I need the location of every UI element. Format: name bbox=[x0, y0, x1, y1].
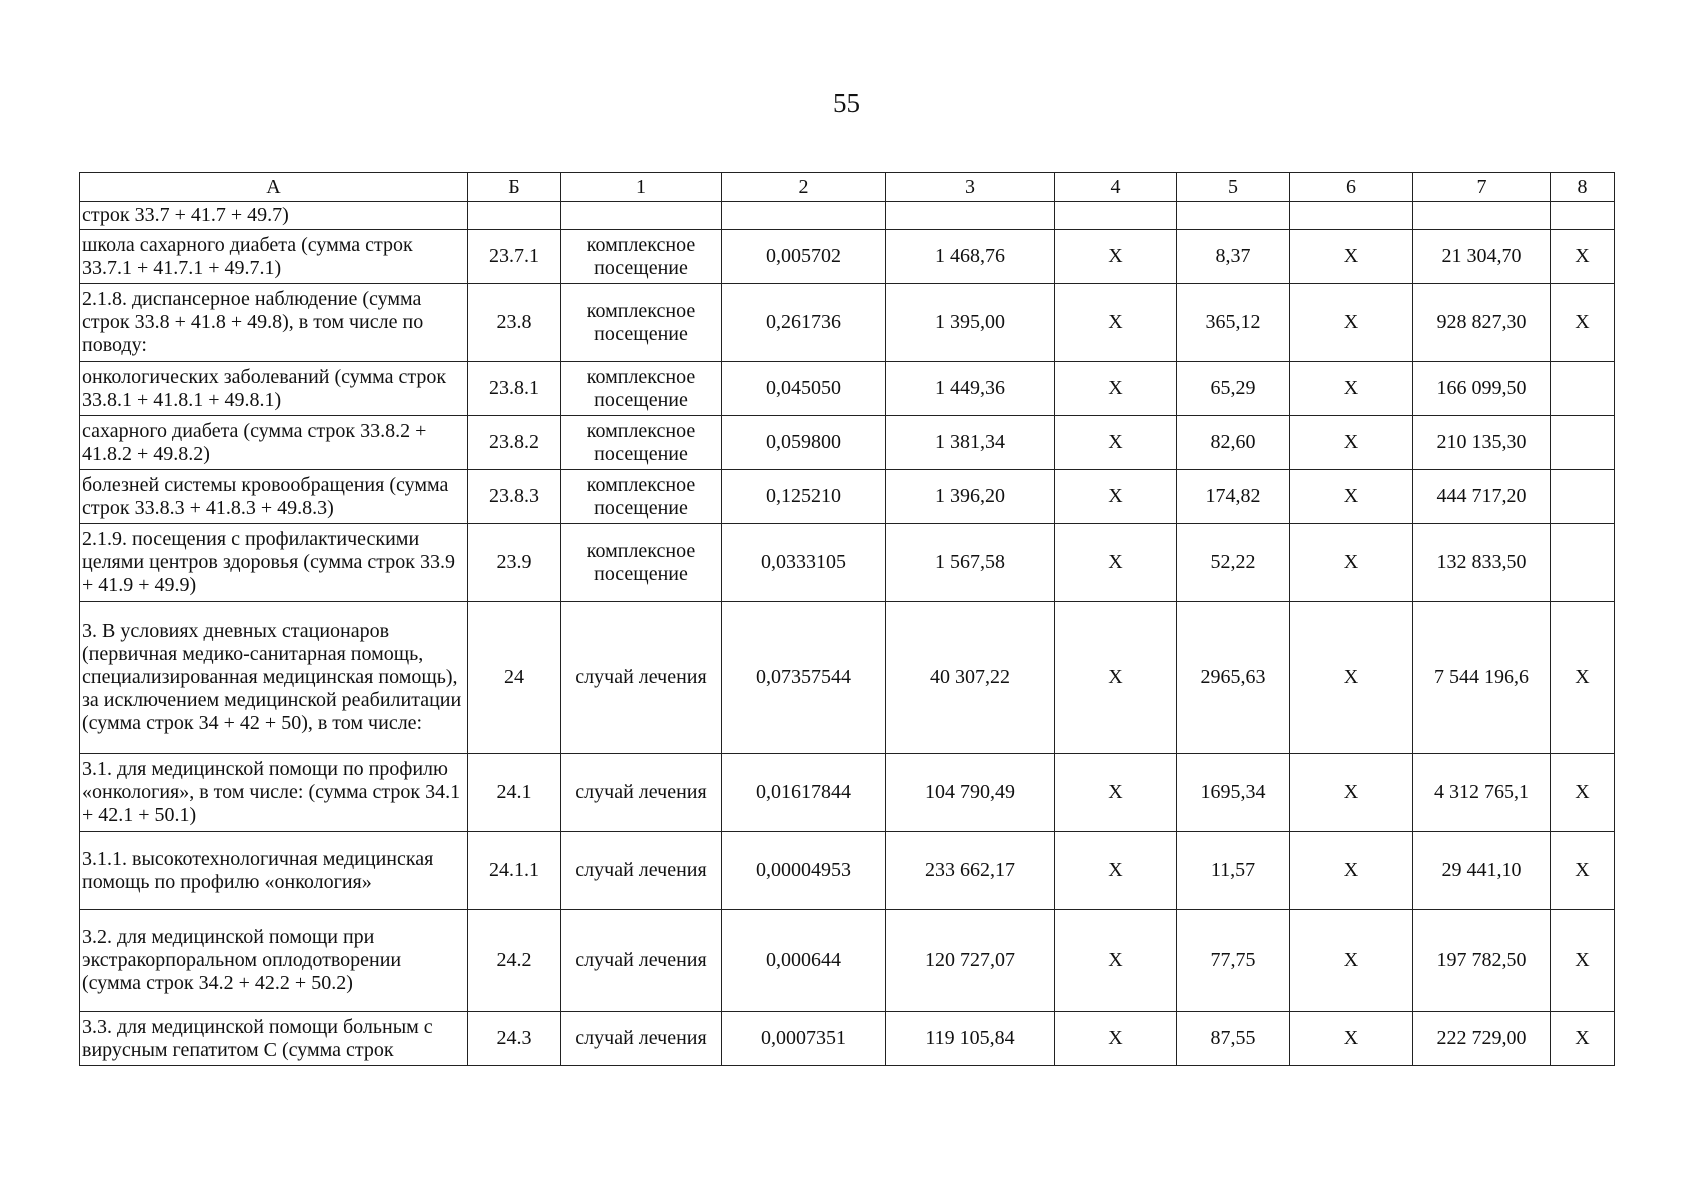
column-header: 5 bbox=[1177, 173, 1290, 202]
row-name-cell: 2.1.8. диспансерное наблюдение (сумма строк 33.8 + 41.8 + 49.8), в том числе по поводу: bbox=[80, 284, 468, 362]
row-code-cell: 24.1.1 bbox=[468, 832, 561, 910]
value-cell: 119 105,84 bbox=[886, 1012, 1055, 1066]
column-header: 2 bbox=[722, 173, 886, 202]
column-header: 7 bbox=[1413, 173, 1551, 202]
value-cell: 29 441,10 bbox=[1413, 832, 1551, 910]
value-cell: Х bbox=[1290, 602, 1413, 754]
value-cell: 1 395,00 bbox=[886, 284, 1055, 362]
row-code-cell: 23.8.2 bbox=[468, 416, 561, 470]
value-cell bbox=[1055, 202, 1177, 230]
column-header: 6 bbox=[1290, 173, 1413, 202]
value-cell: 0,00004953 bbox=[722, 832, 886, 910]
table-row bbox=[80, 416, 1615, 470]
value-cell: 120 727,07 bbox=[886, 910, 1055, 1012]
unit-cell: случай лечения bbox=[561, 754, 722, 832]
value-cell: 21 304,70 bbox=[1413, 230, 1551, 284]
value-cell: Х bbox=[1290, 754, 1413, 832]
unit-cell: случай лечения bbox=[561, 910, 722, 1012]
value-cell: 77,75 bbox=[1177, 910, 1290, 1012]
column-header: 8 bbox=[1551, 173, 1615, 202]
table-row bbox=[80, 1012, 1615, 1066]
value-cell bbox=[722, 202, 886, 230]
value-cell: 0,261736 bbox=[722, 284, 886, 362]
unit-cell: комплексное посещение bbox=[561, 362, 722, 416]
value-cell: 0,005702 bbox=[722, 230, 886, 284]
value-cell: Х bbox=[1551, 910, 1615, 1012]
value-cell: 132 833,50 bbox=[1413, 524, 1551, 602]
value-cell: 4 312 765,1 bbox=[1413, 754, 1551, 832]
unit-cell: случай лечения bbox=[561, 832, 722, 910]
value-cell: 0,045050 bbox=[722, 362, 886, 416]
value-cell: 233 662,17 bbox=[886, 832, 1055, 910]
value-cell: Х bbox=[1055, 524, 1177, 602]
column-header: 4 bbox=[1055, 173, 1177, 202]
table-row bbox=[80, 284, 1615, 362]
row-name-cell: 3.1.1. высокотехнологичная медицинская помощь по профилю «онкология» bbox=[80, 832, 468, 910]
unit-cell: комплексное посещение bbox=[561, 416, 722, 470]
row-code-cell: 23.9 bbox=[468, 524, 561, 602]
value-cell: Х bbox=[1551, 1012, 1615, 1066]
unit-cell: комплексное посещение bbox=[561, 230, 722, 284]
value-cell: Х bbox=[1055, 910, 1177, 1012]
value-cell: 1 381,34 bbox=[886, 416, 1055, 470]
row-name-cell: 3. В условиях дневных стационаров (первичная медико-санитарная помощь, специализированная медицинская помощь), за исключением медицинской реабилитации (сумма строк 34 + 42 + 50), в том числе: bbox=[80, 602, 468, 754]
value-cell: 1695,34 bbox=[1177, 754, 1290, 832]
value-cell: Х bbox=[1290, 362, 1413, 416]
column-header: А bbox=[80, 173, 468, 202]
table-row bbox=[80, 362, 1615, 416]
value-cell: 365,12 bbox=[1177, 284, 1290, 362]
column-header: 1 bbox=[561, 173, 722, 202]
unit-cell: комплексное посещение bbox=[561, 524, 722, 602]
value-cell bbox=[1551, 202, 1615, 230]
value-cell: 82,60 bbox=[1177, 416, 1290, 470]
value-cell: 1 396,20 bbox=[886, 470, 1055, 524]
row-name-cell: онкологических заболеваний (сумма строк 33.8.1 + 41.8.1 + 49.8.1) bbox=[80, 362, 468, 416]
value-cell: 0,125210 bbox=[722, 470, 886, 524]
value-cell: Х bbox=[1290, 230, 1413, 284]
value-cell: 8,37 bbox=[1177, 230, 1290, 284]
table-row bbox=[80, 910, 1615, 1012]
row-name-cell: сахарного диабета (сумма строк 33.8.2 + 41.8.2 + 49.8.2) bbox=[80, 416, 468, 470]
value-cell: Х bbox=[1055, 470, 1177, 524]
value-cell: Х bbox=[1290, 524, 1413, 602]
value-cell: 0,000644 bbox=[722, 910, 886, 1012]
value-cell: Х bbox=[1290, 1012, 1413, 1066]
value-cell: 52,22 bbox=[1177, 524, 1290, 602]
value-cell: Х bbox=[1551, 754, 1615, 832]
data-table bbox=[79, 172, 1615, 1066]
value-cell: Х bbox=[1055, 362, 1177, 416]
value-cell: Х bbox=[1551, 602, 1615, 754]
row-code-cell: 24.3 bbox=[468, 1012, 561, 1066]
table-row bbox=[80, 230, 1615, 284]
value-cell: Х bbox=[1290, 470, 1413, 524]
value-cell: 0,0007351 bbox=[722, 1012, 886, 1066]
value-cell bbox=[1551, 362, 1615, 416]
value-cell bbox=[1551, 416, 1615, 470]
row-code-cell: 23.8.3 bbox=[468, 470, 561, 524]
value-cell: 0,0333105 bbox=[722, 524, 886, 602]
row-code-cell: 23.7.1 bbox=[468, 230, 561, 284]
row-code-cell: 24 bbox=[468, 602, 561, 754]
value-cell: 40 307,22 bbox=[886, 602, 1055, 754]
row-code-cell: 23.8 bbox=[468, 284, 561, 362]
value-cell: Х bbox=[1055, 284, 1177, 362]
value-cell: Х bbox=[1551, 832, 1615, 910]
value-cell: 0,01617844 bbox=[722, 754, 886, 832]
value-cell: Х bbox=[1290, 910, 1413, 1012]
header-row bbox=[80, 173, 1615, 202]
row-name-cell: школа сахарного диабета (сумма строк 33.7.1 + 41.7.1 + 49.7.1) bbox=[80, 230, 468, 284]
value-cell: 166 099,50 bbox=[1413, 362, 1551, 416]
value-cell: Х bbox=[1290, 832, 1413, 910]
value-cell: 210 135,30 bbox=[1413, 416, 1551, 470]
value-cell: 87,55 bbox=[1177, 1012, 1290, 1066]
table-row bbox=[80, 524, 1615, 602]
value-cell: Х bbox=[1055, 602, 1177, 754]
value-cell: 0,07357544 bbox=[722, 602, 886, 754]
value-cell: 65,29 bbox=[1177, 362, 1290, 416]
value-cell: 1 567,58 bbox=[886, 524, 1055, 602]
value-cell: Х bbox=[1551, 284, 1615, 362]
value-cell: 2965,63 bbox=[1177, 602, 1290, 754]
table-row bbox=[80, 470, 1615, 524]
value-cell: 7 544 196,6 bbox=[1413, 602, 1551, 754]
column-header: 3 bbox=[886, 173, 1055, 202]
row-name-cell: 3.3. для медицинской помощи больным с вирусным гепатитом С (сумма строк bbox=[80, 1012, 468, 1066]
unit-cell: комплексное посещение bbox=[561, 284, 722, 362]
table-row bbox=[80, 602, 1615, 754]
value-cell: 11,57 bbox=[1177, 832, 1290, 910]
value-cell bbox=[886, 202, 1055, 230]
value-cell: Х bbox=[1551, 230, 1615, 284]
unit-cell: случай лечения bbox=[561, 602, 722, 754]
value-cell: Х bbox=[1055, 416, 1177, 470]
row-name-cell: 2.1.9. посещения с профилактическими целями центров здоровья (сумма строк 33.9 + 41.9 + 49.9) bbox=[80, 524, 468, 602]
row-name-cell: 3.2. для медицинской помощи при экстракорпоральном оплодотворении (сумма строк 34.2 + 42.2 + 50.2) bbox=[80, 910, 468, 1012]
value-cell: Х bbox=[1290, 284, 1413, 362]
page-number: 55 bbox=[833, 88, 860, 118]
value-cell: 222 729,00 bbox=[1413, 1012, 1551, 1066]
row-name-cell: 3.1. для медицинской помощи по профилю «онкология», в том числе: (сумма строк 34.1 + 42.1 + 50.1) bbox=[80, 754, 468, 832]
value-cell: Х bbox=[1055, 1012, 1177, 1066]
value-cell: 928 827,30 bbox=[1413, 284, 1551, 362]
value-cell bbox=[1551, 524, 1615, 602]
row-code-cell bbox=[468, 202, 561, 230]
value-cell: 1 449,36 bbox=[886, 362, 1055, 416]
value-cell: Х bbox=[1055, 754, 1177, 832]
value-cell bbox=[1413, 202, 1551, 230]
unit-cell: комплексное посещение bbox=[561, 470, 722, 524]
value-cell bbox=[1290, 202, 1413, 230]
value-cell: 1 468,76 bbox=[886, 230, 1055, 284]
row-code-cell: 24.2 bbox=[468, 910, 561, 1012]
unit-cell bbox=[561, 202, 722, 230]
value-cell: Х bbox=[1055, 832, 1177, 910]
table-row bbox=[80, 832, 1615, 910]
value-cell: 104 790,49 bbox=[886, 754, 1055, 832]
row-name-cell: строк 33.7 + 41.7 + 49.7) bbox=[80, 202, 468, 230]
unit-cell: случай лечения bbox=[561, 1012, 722, 1066]
column-header: Б bbox=[468, 173, 561, 202]
value-cell: 0,059800 bbox=[722, 416, 886, 470]
value-cell: 444 717,20 bbox=[1413, 470, 1551, 524]
value-cell: 197 782,50 bbox=[1413, 910, 1551, 1012]
value-cell bbox=[1177, 202, 1290, 230]
table-row bbox=[80, 754, 1615, 832]
table-row bbox=[80, 202, 1615, 230]
row-code-cell: 24.1 bbox=[468, 754, 561, 832]
value-cell: Х bbox=[1290, 416, 1413, 470]
row-code-cell: 23.8.1 bbox=[468, 362, 561, 416]
value-cell: 174,82 bbox=[1177, 470, 1290, 524]
value-cell: Х bbox=[1055, 230, 1177, 284]
value-cell bbox=[1551, 470, 1615, 524]
row-name-cell: болезней системы кровообращения (сумма строк 33.8.3 + 41.8.3 + 49.8.3) bbox=[80, 470, 468, 524]
